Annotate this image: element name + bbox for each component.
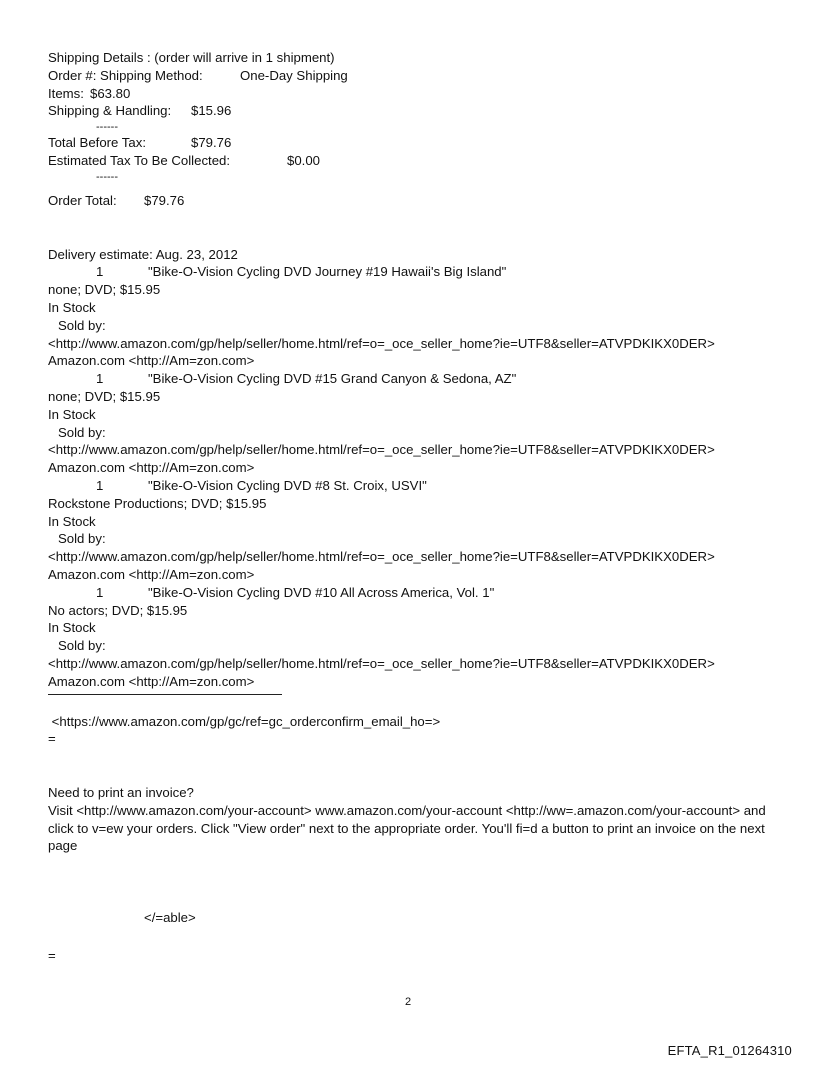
item-stock-status: In Stock: [48, 620, 96, 636]
equals-artifact: =: [48, 948, 56, 964]
item-stock-status: In Stock: [48, 299, 96, 315]
seller-name[interactable]: Amazon.com <http://Am=zon.com>: [48, 566, 255, 582]
order-item: [48, 477, 788, 584]
item-details: none; DVD; $15.95: [48, 282, 161, 298]
order-total-value: $79.76: [144, 192, 185, 208]
item-stock-status: In Stock: [48, 406, 96, 422]
invoice-instructions: Visit <http://www.amazon.com/your-account> www.amazon.com/your-account <http://ww=.amazon.com/your-account> and click to v=ew your orders. Click "View order" next to the appropriate order. You'll fi=d a button to print an invoice on the next page: [48, 802, 766, 854]
item-title: "Bike-O-Vision Cycling DVD #15 Grand Canyon & Sedona, AZ": [148, 371, 517, 387]
item-quantity: 1: [96, 371, 104, 387]
seller-link[interactable]: <http://www.amazon.com/gp/help/seller/home.html/ref=o=_oce_seller_home?ie=UTF8&seller=ATVPDKIKX0DER>: [48, 655, 715, 671]
item-title: "Bike-O-Vision Cycling DVD Journey #19 Hawaii's Big Island": [148, 264, 507, 280]
document-id: EFTA_R1_01264310: [667, 1043, 792, 1058]
delivery-estimate: Delivery estimate: Aug. 23, 2012: [48, 246, 238, 262]
item-title-row: [48, 370, 788, 388]
shipping-handling-row: [48, 102, 788, 120]
item-details: Rockstone Productions; DVD; $15.95: [48, 495, 267, 511]
seller-name[interactable]: Amazon.com <http://Am=zon.com>: [48, 460, 255, 476]
items-value: $63.80: [90, 85, 131, 101]
item-title-row: [48, 477, 788, 495]
order-item: [48, 263, 788, 370]
email-document: [48, 49, 788, 965]
items-row: [48, 85, 788, 103]
items-label: Items:: [48, 85, 84, 101]
estimated-tax-row: [48, 152, 788, 170]
estimated-tax-label: Estimated Tax To Be Collected:: [48, 152, 231, 168]
gift-card-link[interactable]: <https://www.amazon.com/gp/gc/ref=gc_orderconfirm_email_ho=>: [48, 713, 441, 729]
seller-link[interactable]: <http://www.amazon.com/gp/help/seller/home.html/ref=o=_oce_seller_home?ie=UTF8&seller=ATVPDKIKX0DER>: [48, 442, 715, 458]
seller-link[interactable]: <http://www.amazon.com/gp/help/seller/home.html/ref=o=_oce_seller_home?ie=UTF8&seller=ATVPDKIKX0DER>: [48, 335, 715, 351]
page-number: 2: [404, 996, 412, 1008]
total-before-tax-label: Total Before Tax:: [48, 135, 146, 151]
separator-dashes: ------: [96, 170, 118, 183]
order-total-label: Order Total:: [48, 192, 117, 208]
seller-name[interactable]: Amazon.com <http://Am=zon.com>: [48, 673, 255, 689]
item-quantity: 1: [96, 477, 104, 493]
item-stock-status: In Stock: [48, 513, 96, 529]
sold-by-label: Sold by:: [58, 638, 106, 654]
item-title: "Bike-O-Vision Cycling DVD #10 All Across America, Vol. 1": [148, 584, 495, 600]
order-number-label: Order #: Shipping Method:: [48, 67, 203, 83]
item-quantity: 1: [96, 584, 104, 600]
order-item: [48, 584, 788, 691]
total-before-tax-row: [48, 134, 788, 152]
item-quantity: 1: [96, 264, 104, 280]
item-details: No actors; DVD; $15.95: [48, 602, 188, 618]
item-details: none; DVD; $15.95: [48, 388, 161, 404]
sold-by-label: Sold by:: [58, 424, 106, 440]
table-close-tag: </=able>: [144, 910, 196, 926]
item-title-row: [48, 584, 788, 602]
shipping-method-value: One-Day Shipping: [240, 67, 348, 83]
sold-by-label: Sold by:: [58, 531, 106, 547]
order-total-row: [48, 192, 788, 210]
sold-by-label: Sold by:: [58, 317, 106, 333]
separator-dashes: ------: [96, 121, 118, 134]
seller-name[interactable]: Amazon.com <http://Am=zon.com>: [48, 353, 255, 369]
seller-link[interactable]: <http://www.amazon.com/gp/help/seller/home.html/ref=o=_oce_seller_home?ie=UTF8&seller=ATVPDKIKX0DER>: [48, 549, 715, 565]
equals-artifact: =: [48, 731, 56, 747]
shipping-handling-label: Shipping & Handling:: [48, 103, 172, 119]
item-title-row: [48, 263, 788, 281]
order-number-row: [48, 67, 788, 85]
shipping-details-heading: Shipping Details : (order will arrive in 1 shipment): [48, 50, 335, 65]
invoice-heading: Need to print an invoice?: [48, 785, 194, 801]
shipping-handling-value: $15.96: [191, 103, 232, 119]
order-item: [48, 370, 788, 477]
estimated-tax-value: $0.00: [287, 152, 321, 168]
total-before-tax-value: $79.76: [191, 135, 232, 151]
item-title: "Bike-O-Vision Cycling DVD #8 St. Croix, USVI": [148, 477, 427, 493]
